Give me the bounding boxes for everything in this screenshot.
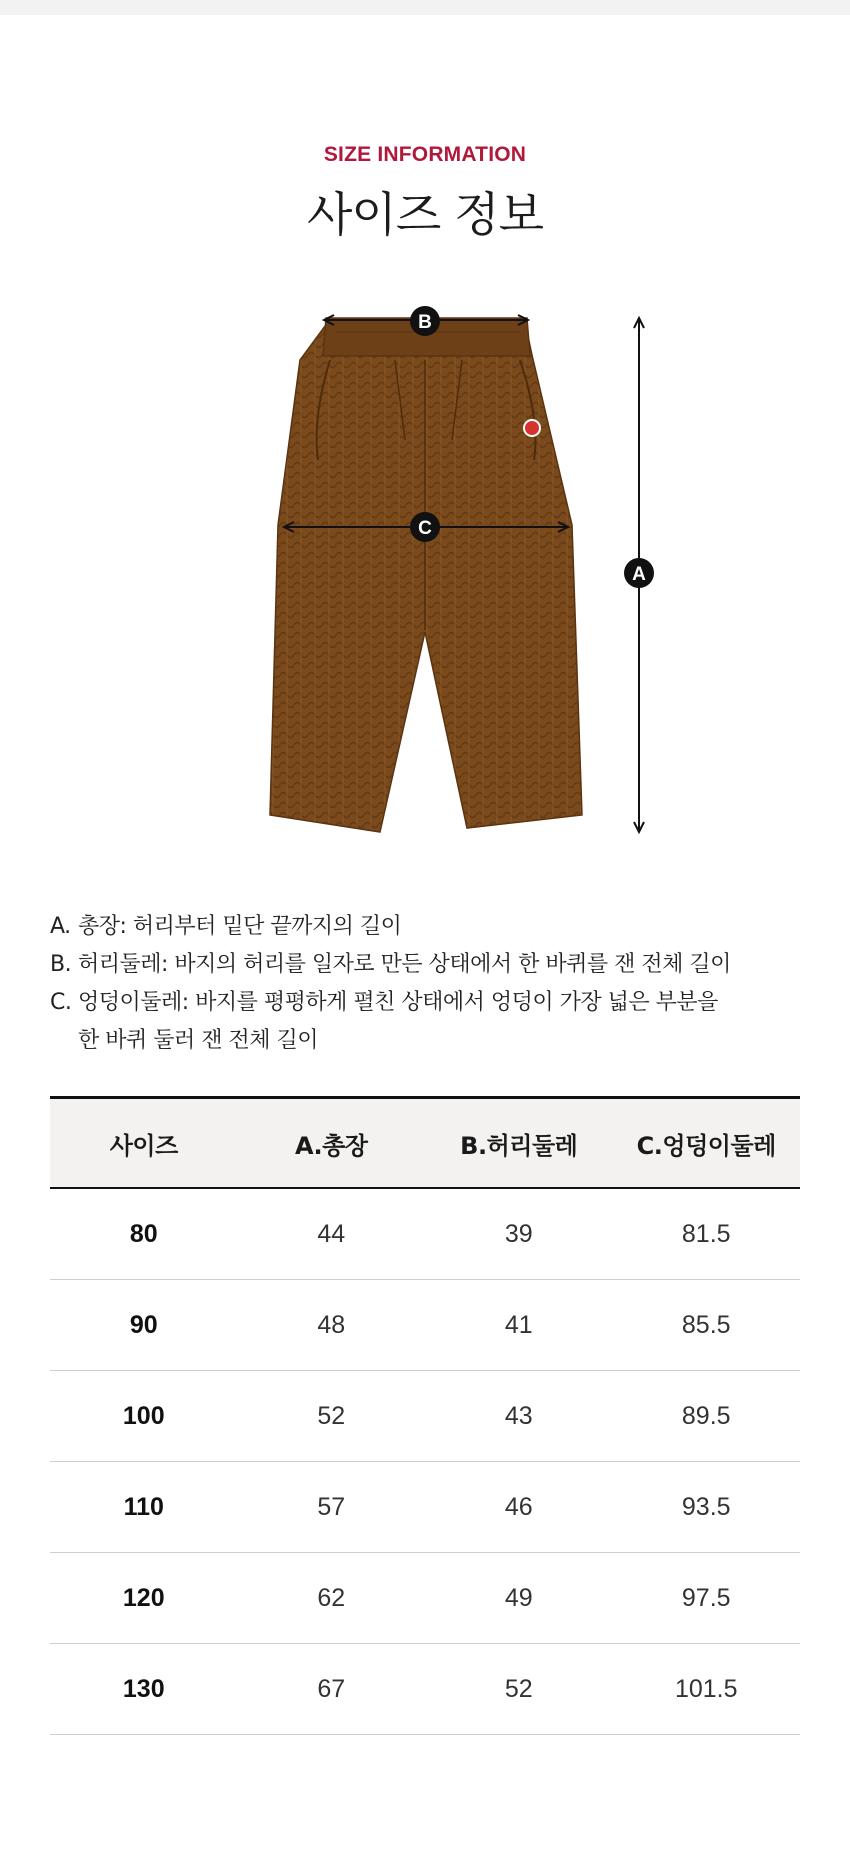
size-table [50,1096,800,1735]
cell-length: 67 [238,1644,426,1735]
note-key: B. [50,952,72,977]
table-row [50,1280,800,1371]
marker-c [410,512,440,542]
cell-hip: 97.5 [613,1553,801,1644]
header-hip: C.엉덩이둘레 [613,1098,801,1189]
cell-waist: 46 [425,1462,613,1553]
cell-size: 80 [50,1188,238,1280]
cell-size: 130 [50,1644,238,1735]
note-key: A. [50,914,71,939]
note-key: C. [50,990,72,1015]
measurement-notes [50,908,810,1060]
cell-size: 110 [50,1462,238,1553]
table-row [50,1462,800,1553]
section-eyebrow: SIZE INFORMATION [323,143,527,166]
pants-body [270,322,582,832]
note-c [50,984,810,1022]
logo-badge [524,420,540,436]
header-length: A.총장 [238,1098,426,1189]
note-text: 허리둘레: 바지의 허리를 일자로 만든 상태에서 한 바퀴를 잰 전체 길이 [78,952,731,977]
note-text: 총장: 허리부터 밑단 끝까지의 길이 [78,914,402,939]
cell-size: 100 [50,1371,238,1462]
note-text: 엉덩이둘레: 바지를 평평하게 펼친 상태에서 엉덩이 가장 넓은 부분을 [78,990,718,1015]
cell-hip: 101.5 [613,1644,801,1735]
note-c-continued [50,1022,810,1060]
marker-a-label: A [632,564,646,585]
marker-b-label: B [418,312,432,333]
table-header-row [50,1098,800,1189]
cell-waist: 43 [425,1371,613,1462]
marker-b [410,306,440,336]
cell-hip: 81.5 [613,1188,801,1280]
cell-length: 62 [238,1553,426,1644]
cell-waist: 41 [425,1280,613,1371]
cell-hip: 89.5 [613,1371,801,1462]
cell-length: 52 [238,1371,426,1462]
cell-length: 44 [238,1188,426,1280]
cell-waist: 52 [425,1644,613,1735]
header-size: 사이즈 [50,1098,238,1189]
marker-c-label: C [418,518,432,539]
cell-size: 120 [50,1553,238,1644]
table-row [50,1644,800,1735]
cell-waist: 39 [425,1188,613,1280]
pants-illustration [0,300,850,850]
cell-length: 57 [238,1462,426,1553]
table-row [50,1371,800,1462]
cell-hip: 85.5 [613,1280,801,1371]
cell-size: 90 [50,1280,238,1371]
header-waist: B.허리둘레 [425,1098,613,1189]
cell-waist: 49 [425,1553,613,1644]
top-strip [0,0,850,15]
table-row [50,1553,800,1644]
page-title: 사이즈 정보 [307,188,543,243]
note-text: 한 바퀴 둘러 잰 전체 길이 [78,1028,318,1053]
table-row [50,1188,800,1280]
marker-a [624,558,654,588]
size-diagram [0,300,850,850]
cell-hip: 93.5 [613,1462,801,1553]
note-b [50,946,810,984]
note-a [50,908,810,946]
cell-length: 48 [238,1280,426,1371]
